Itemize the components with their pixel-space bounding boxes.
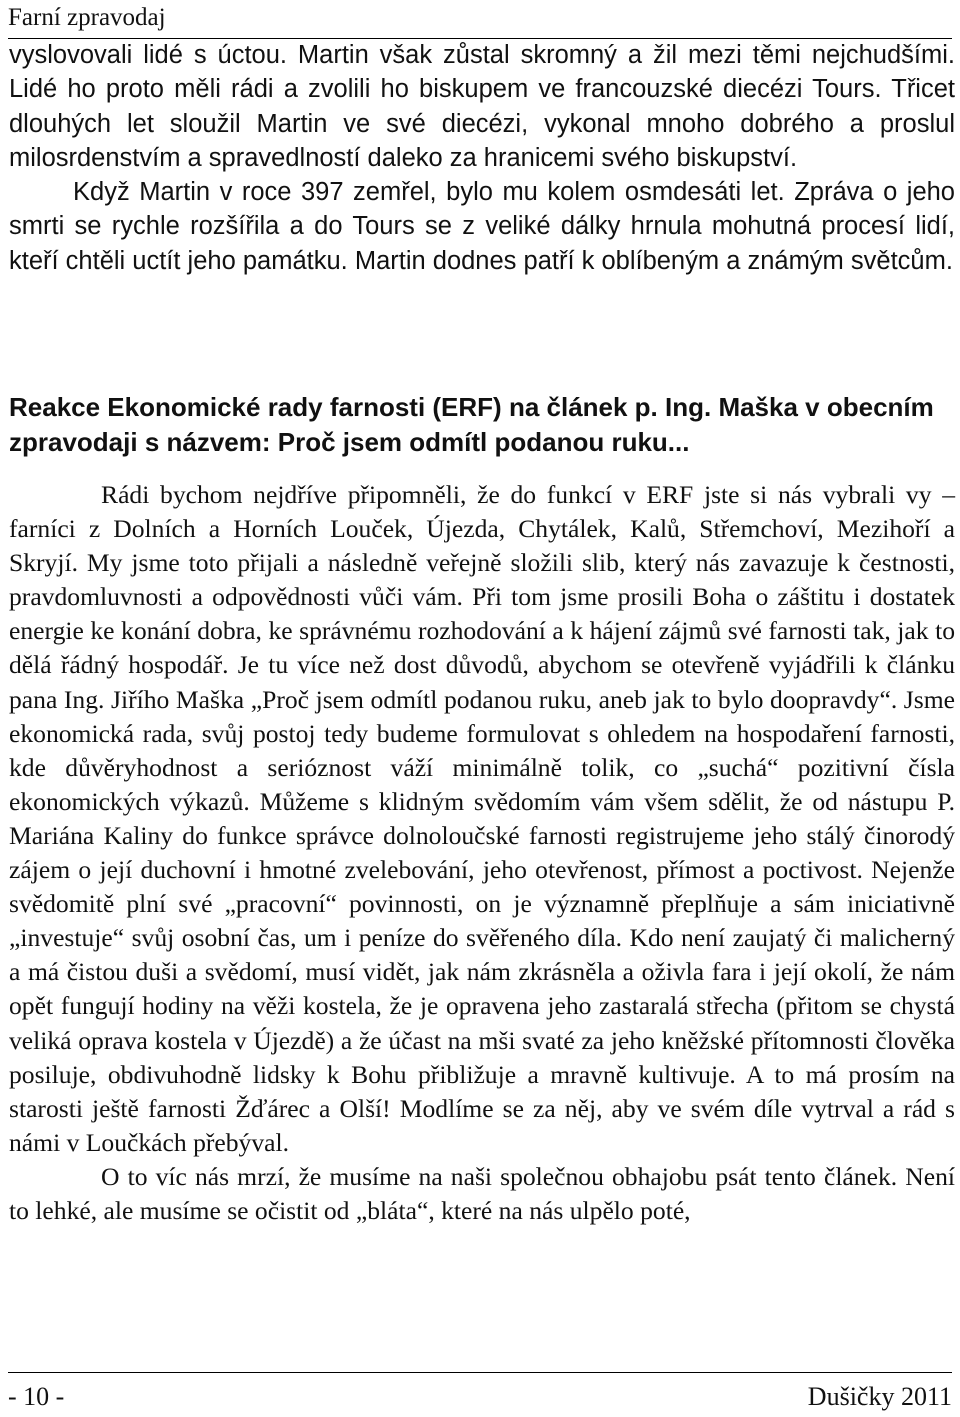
article-body bbox=[9, 478, 955, 1228]
article-paragraph: Rádi bychom nejdříve připomněli, že do funkcí v ERF jste si nás vybrali vy – farníci z Dolních a Horních Louček, Újezda, Chytálek, Kalů, Střemchoví, Mezihoří a Skryjí. My jsme toto přijali a následně veřejně složili slib, který nás zavazuje k čestnosti, pravdomluvnosti a odpovědnosti vůči vám. Při tom jsme prosili Boha o záštitu i dostatek energie ke konání dobra, ke správnému rozhodování a k hájení zájmů své farnosti tak, jak to dělá řádný hospodář. Je tu více než dost důvodů, abychom se otevřeně vyjádřili k článku pana Ing. Jiřího Maška „Proč jsem odmítl podanou ruku, aneb jak to bylo doopravdy“. Jsme ekonomická rada, svůj postoj tedy budeme formulovat s ohledem na hospodaření farnosti, kde důvěryhodnost a serióznost váží minimálně tolik, co „suchá“ pozitivní čísla ekonomických výkazů. Můžeme s klidným svědomím vám všem sdělit, že od nástupu P. Mariána Kaliny do funkce správce dolnoloučské farnosti registrujeme jeho stálý činorodý zájem o její duchovní i hmotné zvelebování, jeho otevřenost, přímost a poctivost. Nejenže svědomitě plní své „pracovní“ povinnosti, on je významně přeplňuje a sám iniciativně „investuje“ svůj osobní čas, um i peníze do svěřeného díla. Kdo není zaujatý či malicherný a má čistou duši a svědomí, musí vidět, jak nám zkrásněla a oživla fara i její okolí, že nám opět fungují hodiny na věži kostela, že je opravena jeho zastaralá střecha (přitom se chystá veliká oprava kostela v Újezdě) a že účast na mši svaté za jeho kněžské přítomnosti člověka posiluje, obdivuhodně lidsky k Bohu přibližuje a mravně kultivuje. A to má prosím na starosti ještě farnosti Žďárec a Olší! Modlíme se za něj, aby ve svém díle vytrval a rád s námi v Loučkách přebýval. bbox=[9, 480, 955, 1157]
page-footer bbox=[8, 1372, 952, 1411]
intro-paragraph: Když Martin v roce 397 zemřel, bylo mu kolem osmdesáti let. Zpráva o jeho smrti se rychle rozšířila a do Tours se z veliké dálky hrnula mohutná procesí lidí, kteří chtěli uctít jeho památku. Martin dodnes patří k oblíbeným a známým světcům. bbox=[9, 178, 955, 275]
intro-text bbox=[9, 38, 955, 278]
issue-name: Dušičky 2011 bbox=[807, 1382, 952, 1411]
page-number: - 10 - bbox=[8, 1382, 65, 1411]
running-header bbox=[8, 2, 952, 39]
newsletter-title: Farní zpravodaj bbox=[8, 4, 166, 31]
intro-paragraph: vyslovovali lidé s úctou. Martin však zůstal skromný a žil mezi těmi nejchudšími. Lidé ho proto měli rádi a zvolili ho biskupem ve francouzské diecézi Tours. Třicet dlouhých let sloužil Martin ve své diecézi, vykonal mnoho dobrého a proslul milosrdenstvím a spravedlností daleko za hranicemi svého biskupství. bbox=[9, 41, 955, 172]
article-paragraph: O to víc nás mrzí, že musíme na naši společnou obhajobu psát tento článek. Není to lehké, ale musíme se očistit od „bláta“, které na nás ulpělo poté, bbox=[9, 1161, 955, 1225]
article-heading: Reakce Ekonomické rady farnosti (ERF) na článek p. Ing. Maška v obecním zpravodaji s názvem: Proč jsem odmítl podanou ruku... bbox=[9, 392, 934, 457]
